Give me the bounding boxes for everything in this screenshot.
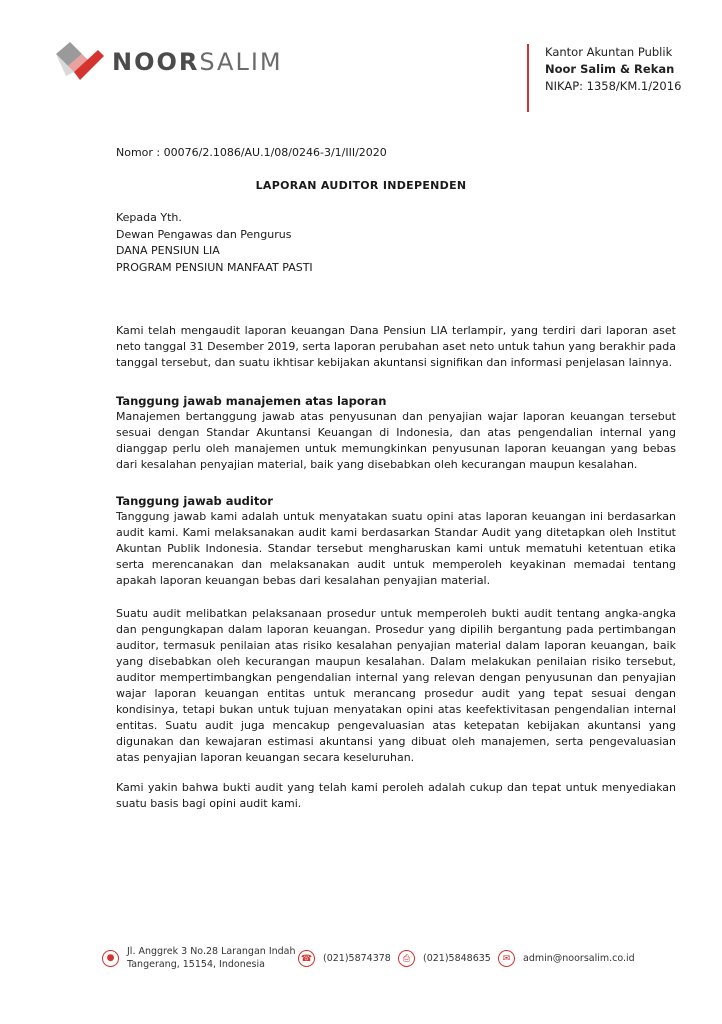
address-line2: Tangerang, 15154, Indonesia (127, 959, 265, 970)
section-text: Manajemen bertanggung jawab atas penyusunan dan penyajian wajar laporan keuangan tersebut sesuai dengan Standar Akuntansi Keuangan di Indonesia, dan atas pengendalian internal yang dianggap perlu oleh manajemen untuk memungkinkan penyusunan laporan keuangan yang bebas dari kesalahan penyajian material, baik yang disebabkan oleh kecurangan maupun kesalahan. (116, 410, 676, 471)
audit-evidence-paragraph (116, 780, 676, 812)
firm-type: Kantor Akuntan Publik (545, 45, 673, 59)
audit-procedure-paragraph (116, 606, 676, 766)
addressee-line: Kepada Yth. (116, 211, 182, 224)
section-heading: Tanggung jawab auditor (116, 494, 273, 508)
paragraph-text: Suatu audit melibatkan pelaksanaan prosedur untuk memperoleh bukti audit tentang angka-angka dan pengungkapan dalam laporan keuangan. Prosedur yang dipilih bergantung pada pertimbangan auditor, termasuk penilaian atas risiko kesalahan penyajian material dalam laporan keuangan, baik yang disebabkan oleh kecurangan maupun kesalahan. Dalam melakukan penilaian risiko tersebut, auditor mempertimbangkan pengendalian internal yang relevan dengan penyusunan dan penyajian wajar laporan keuangan entitas untuk merancang prosedur audit yang tepat sesuai dengan kondisinya, tetapi bukan untuk tujuan menyatakan opini atas keefektivitasan pengendalian internal entitas. Suatu audit juga mencakup pengevaluasian atas ketepatan kebijakan akuntansi yang digunakan dan kewajaran estimasi akuntansi yang dibuat oleh manajemen, serta pengevaluasian atas penyajian laporan keuangan secara keseluruhan. (116, 607, 676, 764)
paragraph-text: Kami yakin bahwa bukti audit yang telah kami peroleh adalah cukup dan tepat untuk menyediakan suatu basis bagi opini audit kami. (116, 781, 676, 810)
logo-wordmark (112, 48, 283, 76)
firm-nikap: NIKAP: 1358/KM.1/2016 (545, 79, 682, 93)
email-address[interactable]: admin@noorsalim.co.id (523, 953, 635, 964)
footer (0, 940, 722, 980)
footer-phone (298, 950, 391, 967)
noorsalim-logo-icon (52, 40, 104, 84)
phone-number: (021)5874378 (323, 953, 391, 964)
section-text: Tanggung jawab kami adalah untuk menyatakan suatu opini atas laporan keuangan ini berdasarkan audit kami. Kami melaksanakan audit kami berdasarkan Standar Audit yang ditetapkan oleh Institut Akuntan Publik Indonesia. Standar tersebut mengharuskan kami untuk mematuhi ketentuan etika serta merencanakan dan melaksanakan audit untuk memperoleh keyakinan memadai tentang apakah laporan keuangan bebas dari kesalahan penyajian material. (116, 510, 676, 587)
logo-text-light: SALIM (199, 48, 283, 76)
intro-paragraph (116, 323, 676, 371)
email-icon: ✉ (498, 950, 515, 967)
logo-text-bold: NOOR (112, 48, 200, 76)
section-heading: Tanggung jawab manajemen atas laporan (116, 394, 387, 408)
firm-name: Noor Salim & Rekan (545, 62, 675, 76)
footer-fax (398, 950, 491, 967)
document-number: Nomor : 00076/2.1086/AU.1/08/0246-3/1/III/2020 (116, 146, 387, 159)
addressee-line: PROGRAM PENSIUN MANFAAT PASTI (116, 260, 313, 274)
location-pin-icon: ● (102, 950, 119, 967)
footer-email (498, 950, 635, 967)
company-logo (52, 40, 283, 84)
addressee-block (116, 210, 313, 276)
fax-icon: ⎙ (398, 950, 415, 967)
fax-number: (021)5848635 (423, 953, 491, 964)
address-line1: Jl. Anggrek 3 No.28 Larangan Indah (127, 946, 296, 957)
document-title: LAPORAN AUDITOR INDEPENDEN (255, 179, 467, 192)
phone-icon: ☎ (298, 950, 315, 967)
footer-address (102, 945, 296, 971)
addressee-line: DANA PENSIUN LIA (116, 244, 220, 257)
auditor-responsibility-section (116, 493, 676, 589)
addressee-line: Dewan Pengawas dan Pengurus (116, 227, 292, 241)
firm-info (527, 44, 681, 112)
intro-text: Kami telah mengaudit laporan keuangan Dana Pensiun LIA terlampir, yang terdiri dari laporan aset neto tanggal 31 Desember 2019, serta laporan perubahan aset neto untuk tahun yang berakhir pada tanggal tersebut, dan suatu ikhtisar kebijakan akuntansi signifikan dan informasi penjelasan lainnya. (116, 324, 676, 369)
management-responsibility-section (116, 393, 676, 473)
